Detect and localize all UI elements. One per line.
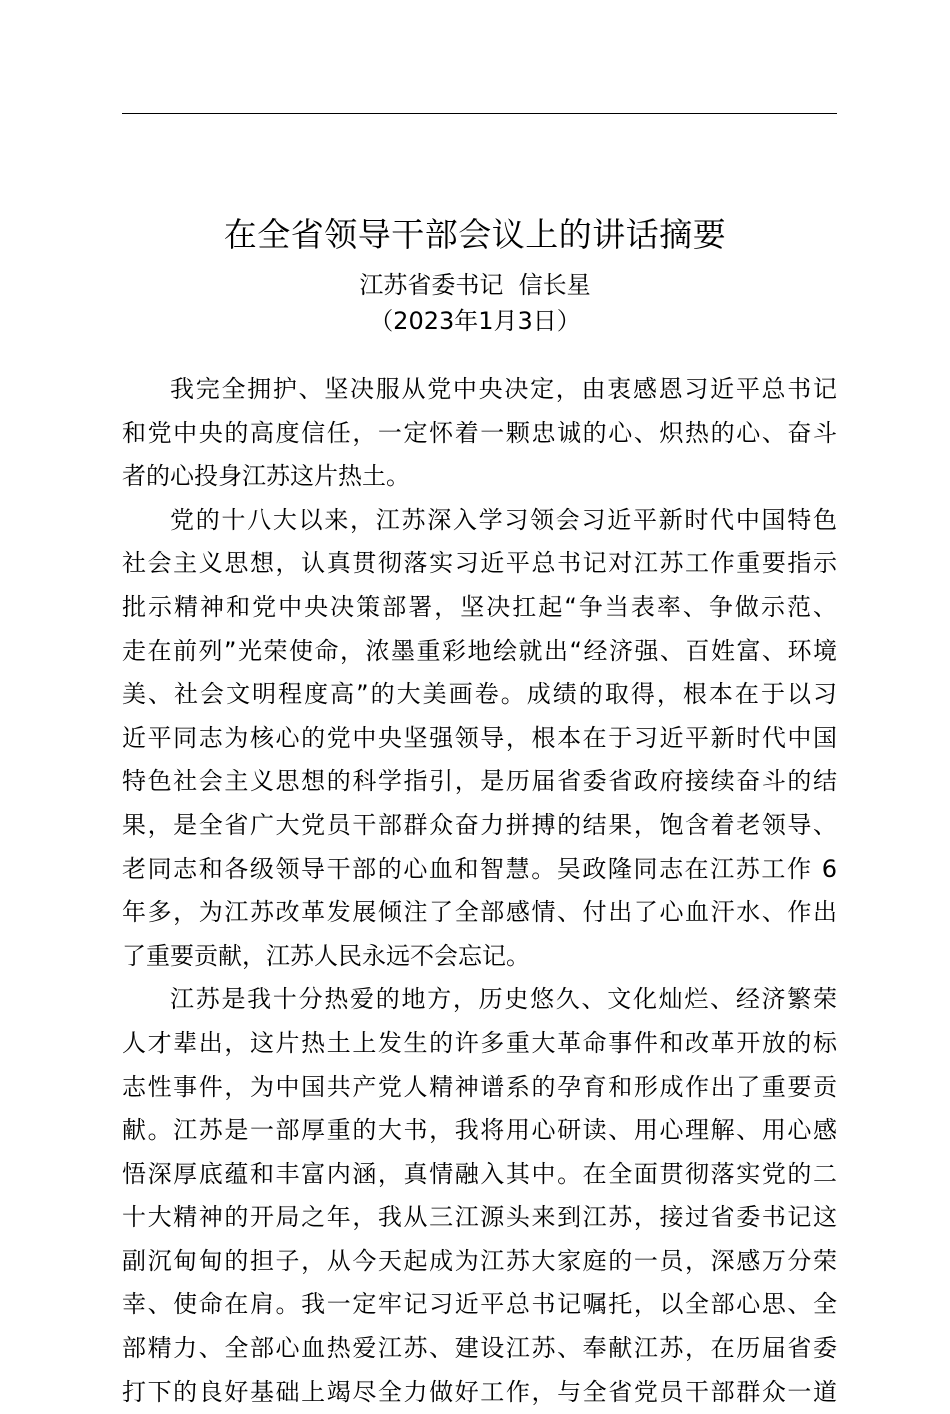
body-line: 江苏是我十分热爱的地方，历史悠久、文化灿烂、经济繁荣 — [170, 985, 837, 1014]
body-line: 走在前列”光荣使命，浓墨重彩地绘就出“经济强、百姓富、环境 — [122, 636, 837, 665]
body-line: 幸、使命在肩。我一定牢记习近平总书记嘱托，以全部心思、全 — [122, 1290, 837, 1319]
body-line: 特色社会主义思想的科学指引，是历届省委省政府接续奋斗的结 — [122, 767, 837, 796]
body-line: 打下的良好基础上竭尽全力做好工作，与全省党员干部群众一道 — [122, 1377, 837, 1406]
body-line: 献。江苏是一部厚重的大书，我将用心研读、用心理解、用心感 — [122, 1116, 837, 1145]
body-line: 了重要贡献，江苏人民永远不会忘记。 — [122, 941, 530, 970]
body-line: 和党中央的高度信任，一定怀着一颗忠诚的心、炽热的心、奋斗 — [122, 418, 837, 447]
body-line: 悟深厚底蕴和丰富内涵，真情融入其中。在全面贯彻落实党的二 — [122, 1159, 837, 1188]
document-title: 在全省领导干部会议上的讲话摘要 — [223, 215, 727, 254]
body-line: 者的心投身江苏这片热土。 — [122, 462, 410, 491]
body-text — [122, 368, 837, 1414]
body-line: 果，是全省广大党员干部群众奋力拼搏的结果，饱含着老领导、 — [122, 810, 837, 839]
header-rule — [122, 113, 837, 114]
body-line: 十大精神的开局之年，我从三江源头来到江苏，接过省委书记这 — [122, 1203, 837, 1232]
body-line: 我完全拥护、坚决服从党中央决定，由衷感恩习近平总书记 — [170, 375, 837, 403]
body-line: 副沉甸甸的担子，从今天起成为江苏大家庭的一员，深感万分荣 — [122, 1246, 837, 1275]
body-line: 志性事件，为中国共产党人精神谱系的孕育和形成作出了重要贡 — [122, 1072, 837, 1101]
body-line: 社会主义思想，认真贯彻落实习近平总书记对江苏工作重要指示 — [122, 549, 837, 578]
body-line: 人才辈出，这片热土上发生的许多重大革命事件和改革开放的标 — [122, 1028, 837, 1057]
body-line: 批示精神和党中央决策部署，坚决扛起“争当表率、争做示范、 — [122, 592, 837, 621]
body-line: 党的十八大以来，江苏深入学习领会习近平新时代中国特色 — [170, 505, 837, 534]
body-line: 老同志和各级领导干部的心血和智慧。吴政隆同志在江苏工作 6 — [122, 854, 837, 883]
body-line: 近平同志为核心的党中央坚强领导，根本在于习近平新时代中国 — [122, 723, 837, 752]
author-line: 江苏省委书记 信长星 — [359, 271, 591, 299]
date-line: （2023年1月3日） — [369, 307, 581, 335]
body-line: 部精力、全部心血热爱江苏、建设江苏、奉献江苏，在历届省委 — [122, 1334, 837, 1363]
body-line: 美、社会文明程度高”的大美画卷。成绩的取得，根本在于以习 — [122, 680, 837, 709]
body-line: 年多，为江苏改革发展倾注了全部感情、付出了心血汗水、作出 — [122, 898, 837, 927]
